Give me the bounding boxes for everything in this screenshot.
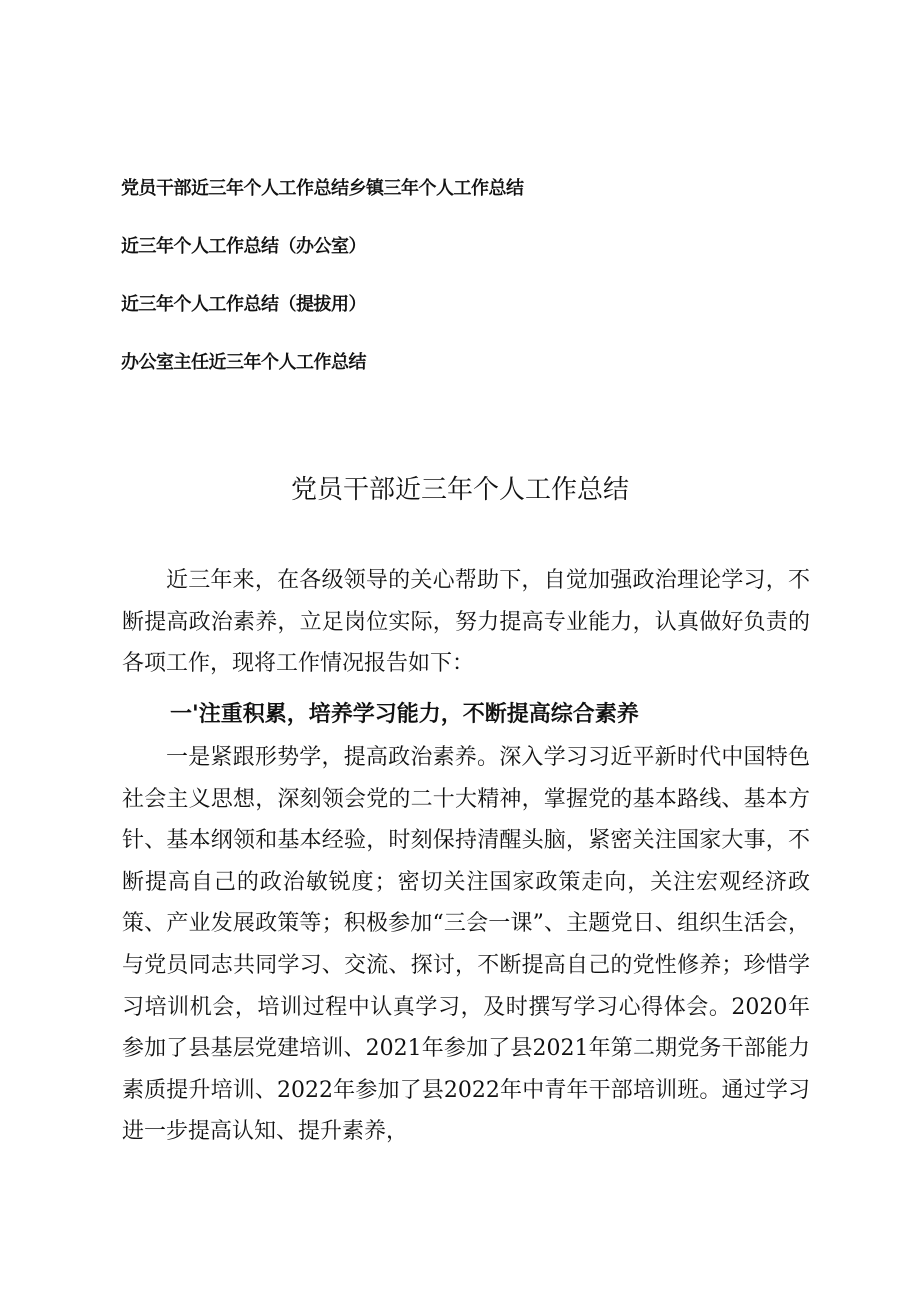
toc-item-4: 办公室主任近三年个人工作总结 [121,352,366,373]
toc-item-1: 党员干部近三年个人工作总结乡镇三年个人工作总结 [121,178,524,199]
table-of-contents [121,172,801,404]
toc-item-3: 近三年个人工作总结（提拔用） [121,294,366,315]
section-heading-1: 一'注重积累，培养学习能力，不断提高综合素养 [170,702,639,727]
section-1-paragraph-1: 一是紧跟形势学，提高政治素养。深入学习习近平新时代中国特色社会主义思想，深刻领会党的二十大精神，掌握党的基本路线、基本方针、基本纲领和基本经验，时刻保持清醒头脑，紧密关注国家大事，不断提高自己的政治敏锐度；密切关注国家政策走向，关注宏观经济政策、产业发展政策等；积极参加“三会一课”、主题党日、组织生活会，与党员同志共同学习、交流、探讨，不断提高自己的党性修养；珍惜学习培训机会，培训过程中认真学习，及时撰写学习心得体会。2020年参加了县基层党建培训、2021年参加了县2021年第二期党务干部能力素质提升培训、2022年参加了县2022年中青年干部培训班。通过学习进一步提高认知、提升素养， [122,745,810,1145]
toc-item-2: 近三年个人工作总结（办公室） [121,236,366,257]
intro-paragraph: 近三年来，在各级领导的关心帮助下，自觉加强政治理论学习，不断提高政治素养，立足岗位实际，努力提高专业能力，认真做好负责的各项工作，现将工作情况报告如下： [122,568,810,676]
document-title: 党员干部近三年个人工作总结 [290,475,629,505]
